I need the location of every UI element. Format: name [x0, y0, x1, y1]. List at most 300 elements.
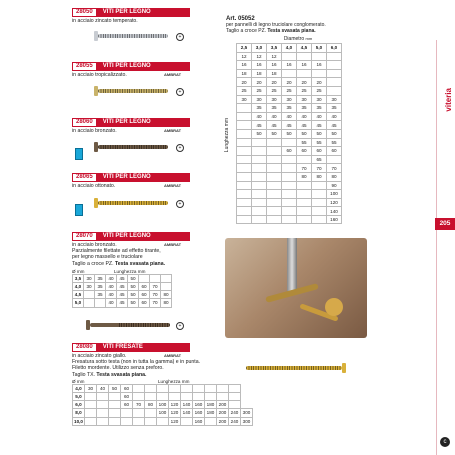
table-row — [237, 147, 342, 156]
table-cell: 50 — [128, 299, 139, 307]
table-cell — [109, 393, 121, 401]
table-cell: 16 — [312, 61, 327, 70]
product-28065 — [72, 173, 190, 207]
table-cell — [161, 283, 172, 291]
screw-image — [98, 89, 168, 93]
table-cell — [282, 207, 297, 216]
table-cell — [133, 393, 145, 401]
table-cell: 30 — [237, 95, 252, 104]
table-cell: 35 — [95, 291, 106, 299]
table-cell: 20 — [252, 78, 267, 87]
product-code: 28050 — [72, 8, 97, 17]
table-cell — [282, 52, 297, 61]
table-row — [237, 181, 342, 190]
table-row — [73, 401, 253, 409]
table-cell: 40 — [106, 283, 117, 291]
product-header — [72, 62, 190, 71]
table-cell — [121, 409, 133, 417]
table-cell: 60 — [282, 147, 297, 156]
table-cell — [121, 417, 133, 425]
table-cell — [237, 207, 252, 216]
desc-line: Fresatura sotto testa (non in tutta la gamma) e in punta. — [72, 359, 201, 366]
table-cell — [84, 291, 95, 299]
table-cell — [252, 198, 267, 207]
table-cell — [205, 417, 217, 425]
length-unit: mm — [224, 118, 230, 127]
table-cell — [157, 417, 169, 425]
product-header — [72, 173, 190, 182]
product-title: VITI PER LEGNO — [102, 63, 151, 69]
product-description: in acciaio ottonato. — [72, 183, 116, 189]
table-cell — [217, 393, 229, 401]
table-row — [73, 393, 253, 401]
table-row — [237, 95, 342, 104]
table-row — [73, 409, 253, 417]
table-cell: 80 — [161, 299, 172, 307]
table-cell: 45 — [117, 274, 128, 282]
table-cell: 55 — [327, 138, 342, 147]
table-cell — [169, 393, 181, 401]
table-cell: 5,0 — [73, 393, 85, 401]
table-cell: 50 — [327, 129, 342, 138]
table-cell — [193, 384, 205, 392]
corner-logo-icon: c — [440, 437, 450, 447]
table-cell — [282, 215, 297, 224]
table-cell — [297, 198, 312, 207]
table-cell — [85, 409, 97, 417]
table-cell: 60 — [121, 384, 133, 392]
table-cell — [267, 155, 282, 164]
table-cell: 35 — [327, 104, 342, 113]
product-title: VITI PER LEGNO — [102, 174, 151, 180]
table-cell: 50 — [267, 129, 282, 138]
table-cell: 40 — [267, 112, 282, 121]
table-cell: 80 — [161, 291, 172, 299]
diameter-title: Diametro — [283, 36, 305, 42]
table-cell — [282, 172, 297, 181]
table-cell: 25 — [237, 86, 252, 95]
table-cell: 180 — [205, 401, 217, 409]
table-cell: 4,0 — [73, 283, 84, 291]
table-cell: 80 — [327, 172, 342, 181]
cross-head-icon: + — [176, 88, 184, 96]
table-cell — [282, 69, 297, 78]
table-cell: 60 — [139, 299, 150, 307]
table-cell — [97, 417, 109, 425]
table-cell — [252, 155, 267, 164]
brand-logo: AMBRAT — [164, 242, 182, 247]
table-cell: 18 — [252, 69, 267, 78]
table-cell — [85, 417, 97, 425]
table-cell — [297, 52, 312, 61]
table-cell — [229, 393, 241, 401]
table-cell — [237, 198, 252, 207]
table-cell: 25 — [297, 86, 312, 95]
table-cell — [327, 155, 342, 164]
table-cell — [282, 198, 297, 207]
table-cell: 30 — [84, 283, 95, 291]
table-cell: 25 — [267, 86, 282, 95]
table-cell — [145, 384, 157, 392]
product-title: VITI PER LEGNO — [102, 233, 151, 239]
table-cell — [312, 181, 327, 190]
table-cell — [237, 147, 252, 156]
table-cell: 30 — [85, 384, 97, 392]
table-cell: 100 — [157, 409, 169, 417]
table-header-cell: 4,5 — [297, 44, 312, 53]
table-cell — [150, 274, 161, 282]
table-cell: 25 — [312, 86, 327, 95]
table-cell: 45 — [327, 121, 342, 130]
table-cell: 60 — [327, 147, 342, 156]
table-cell — [267, 198, 282, 207]
package-icon — [75, 204, 83, 216]
table-cell: 100 — [327, 190, 342, 199]
table-header-cell: 4,0 — [282, 44, 297, 53]
table-cell: 120 — [327, 198, 342, 207]
table-header-row — [237, 44, 342, 53]
table-cell: 10,0 — [74, 418, 83, 424]
table-cell: 200 — [217, 401, 229, 409]
table-cell: 70 — [327, 164, 342, 173]
table-cell — [252, 147, 267, 156]
table-cell: 70 — [150, 299, 161, 307]
product-header — [72, 118, 190, 127]
table-row — [73, 417, 253, 425]
product-header — [72, 343, 190, 352]
table-cell: 50 — [282, 129, 297, 138]
desc-line: per legno massello e truciolare — [72, 254, 143, 261]
table-cell — [327, 78, 342, 87]
table-cell — [252, 138, 267, 147]
table-cell — [237, 104, 252, 113]
table-cell — [109, 401, 121, 409]
package-icon — [75, 148, 83, 160]
table-row — [73, 274, 172, 282]
table-cell: 40 — [327, 112, 342, 121]
art-05052-block — [226, 16, 360, 224]
table-cell: 35 — [252, 104, 267, 113]
table-cell: 8,0 — [73, 409, 85, 417]
table-cell — [252, 172, 267, 181]
product-28080 — [72, 343, 302, 426]
table-row — [237, 78, 342, 87]
length-label: Lunghezza mm — [114, 268, 146, 274]
table-cell — [237, 138, 252, 147]
table-cell: 45 — [252, 121, 267, 130]
desc-line: Filetto mordente. Utilizzo senza preforo. — [72, 365, 164, 372]
table-cell — [282, 190, 297, 199]
product-title: VITI FRESATE — [102, 344, 143, 350]
table-header-cell: 3,5 — [267, 44, 282, 53]
table-row — [237, 155, 342, 164]
table-cell — [193, 393, 205, 401]
table-cell: 40 — [297, 112, 312, 121]
screw-image — [98, 34, 168, 38]
table-cell: 20 — [282, 78, 297, 87]
page-number-badge — [435, 218, 455, 230]
table-cell: 60 — [121, 401, 133, 409]
table-cell — [133, 417, 145, 425]
table-cell: 30 — [267, 95, 282, 104]
table-cell — [181, 384, 193, 392]
table-row — [73, 299, 172, 307]
table-cell: 50 — [128, 283, 139, 291]
table-cell — [95, 299, 106, 307]
table-cell: 60 — [139, 283, 150, 291]
screw-head — [342, 363, 346, 373]
desc-plain: Taglio a croce PZ. — [72, 260, 115, 267]
table-cell: 12 — [237, 52, 252, 61]
table-cell: 90 — [327, 181, 342, 190]
table-cell — [312, 198, 327, 207]
diameter-label: Ø mm — [72, 378, 85, 384]
table-cell: 240 — [229, 409, 241, 417]
desc-plain: Taglio TX. — [72, 371, 97, 378]
table-cell — [139, 274, 150, 282]
table-row — [237, 52, 342, 61]
table-cell: 120 — [169, 417, 181, 425]
table-cell — [297, 69, 312, 78]
table-cell — [282, 155, 297, 164]
table-cell: 3,5 — [73, 274, 84, 282]
table-cell — [252, 215, 267, 224]
table-cell: 60 — [121, 393, 133, 401]
table-cell: 20 — [267, 78, 282, 87]
table-cell: 4,0 — [73, 384, 85, 392]
product-title: VITI PER LEGNO — [102, 9, 151, 15]
table-cell: 50 — [128, 274, 139, 282]
table-cell — [267, 215, 282, 224]
table-cell: 30 — [327, 95, 342, 104]
product-28050 — [72, 8, 190, 40]
table-cell: 30 — [252, 95, 267, 104]
table-cell — [237, 121, 252, 130]
table-header-cell: 2,5 — [237, 44, 252, 53]
table-cell: 70 — [297, 164, 312, 173]
table-cell: 60 — [297, 147, 312, 156]
product-code: 28080 — [72, 343, 97, 352]
diameter-label — [236, 36, 360, 42]
length-title: Lunghezza — [224, 127, 230, 153]
table-cell — [327, 86, 342, 95]
table-cell — [84, 299, 95, 307]
product-header — [72, 232, 190, 241]
table-cell: 80 — [297, 172, 312, 181]
table-row — [237, 172, 342, 181]
product-description: in acciaio zincato temperato. — [72, 18, 138, 24]
table-cell: 160 — [193, 417, 205, 425]
screw-image — [246, 366, 342, 370]
desc-line: in acciaio zincato giallo. — [72, 353, 127, 359]
table-cell — [267, 190, 282, 199]
p28080-table — [72, 384, 253, 426]
page-number: 205 — [439, 220, 451, 227]
table-cell: 200 — [217, 417, 229, 425]
table-cell: 60 — [312, 147, 327, 156]
art-desc-line1: per pannelli di legno truciolare conglomerato. — [226, 22, 326, 28]
table-cell — [85, 401, 97, 409]
table-cell — [312, 52, 327, 61]
table-cell: 50 — [297, 129, 312, 138]
table-row — [237, 104, 342, 113]
table-cell — [252, 164, 267, 173]
table-cell — [237, 215, 252, 224]
product-title: VITI PER LEGNO — [102, 119, 151, 125]
table-cell: 35 — [282, 104, 297, 113]
table-cell: 45 — [312, 121, 327, 130]
art-desc-plain: Taglio a croce PZ. — [226, 28, 268, 34]
product-28055 — [72, 62, 190, 95]
table-cell — [312, 190, 327, 199]
table-cell — [252, 207, 267, 216]
table-cell: 12 — [267, 52, 282, 61]
table-cell: 45 — [117, 299, 128, 307]
desc-line — [72, 372, 302, 378]
table-cell: 4,5 — [73, 291, 84, 299]
table-cell: 180 — [205, 409, 217, 417]
p28070-table — [72, 274, 172, 308]
table-row — [237, 86, 342, 95]
product-28060 — [72, 118, 190, 151]
table-cell: 18 — [267, 69, 282, 78]
table-cell — [181, 417, 193, 425]
table-cell: 50 — [312, 129, 327, 138]
table-row — [237, 190, 342, 199]
table-cell — [97, 401, 109, 409]
table-cell: 100 — [157, 401, 169, 409]
table-cell — [267, 181, 282, 190]
table-row — [73, 283, 172, 291]
table-row — [237, 112, 342, 121]
table-cell — [282, 164, 297, 173]
table-cell — [297, 215, 312, 224]
table-cell: 40 — [252, 112, 267, 121]
table-cell: 300 — [241, 409, 253, 417]
table-cell: 120 — [169, 401, 181, 409]
table-cell: 45 — [117, 291, 128, 299]
table-cell — [312, 69, 327, 78]
table-row — [237, 164, 342, 173]
table-row — [237, 121, 342, 130]
table-cell: 55 — [312, 138, 327, 147]
table-cell: 240 — [229, 417, 241, 425]
table-cell: 45 — [267, 121, 282, 130]
table-cell: 30 — [297, 95, 312, 104]
product-code: 28055 — [72, 62, 97, 71]
table-cell: 40 — [282, 112, 297, 121]
cross-head-icon: + — [176, 322, 184, 330]
table-cell — [145, 393, 157, 401]
table-row — [73, 291, 172, 299]
table-cell: 160 — [327, 215, 342, 224]
table-cell — [217, 384, 229, 392]
table-cell: 70 — [150, 291, 161, 299]
cross-head-icon: + — [176, 200, 184, 208]
table-cell: 16 — [297, 61, 312, 70]
table-cell — [252, 181, 267, 190]
length-label: Lunghezza mm — [158, 378, 190, 384]
table-cell: 45 — [297, 121, 312, 130]
table-cell: 50 — [252, 129, 267, 138]
table-cell: 50 — [109, 384, 121, 392]
table-cell — [327, 52, 342, 61]
table-cell — [161, 274, 172, 282]
table-cell: 120 — [169, 409, 181, 417]
product-photo — [225, 238, 367, 338]
table-cell — [169, 384, 181, 392]
product-code: 28060 — [72, 118, 97, 127]
table-cell: 60 — [139, 291, 150, 299]
table-row — [237, 198, 342, 207]
table-cell — [133, 384, 145, 392]
table-cell: 40 — [106, 274, 117, 282]
table-cell — [267, 172, 282, 181]
table-cell — [282, 181, 297, 190]
table-cell: 70 — [133, 401, 145, 409]
table-cell — [157, 384, 169, 392]
art-code: Art. 05052 — [226, 16, 255, 22]
table-cell — [327, 61, 342, 70]
table-cell: 40 — [97, 384, 109, 392]
table-cell: 30 — [84, 274, 95, 282]
table-cell — [252, 190, 267, 199]
table-cell: 30 — [312, 95, 327, 104]
table-cell: 16 — [282, 61, 297, 70]
product-code: 28070 — [72, 232, 97, 241]
table-cell: 16 — [252, 61, 267, 70]
brand-logo: AMBRAT — [164, 353, 182, 358]
table-cell: 20 — [237, 78, 252, 87]
table-row — [237, 215, 342, 224]
table-cell: 45 — [117, 283, 128, 291]
table-cell — [237, 190, 252, 199]
table-row — [237, 61, 342, 70]
table-cell — [145, 417, 157, 425]
screw-image — [98, 145, 168, 149]
table-cell — [297, 207, 312, 216]
table-cell: 45 — [282, 121, 297, 130]
table-cell: 140 — [327, 207, 342, 216]
table-row — [237, 138, 342, 147]
table-cell — [297, 190, 312, 199]
table-cell: 25 — [282, 86, 297, 95]
table-cell: 70 — [150, 283, 161, 291]
art-desc-bold: Testa svasata piana. — [267, 28, 316, 34]
table-cell: 5,0 — [73, 299, 84, 307]
table-cell — [312, 215, 327, 224]
table-cell — [97, 393, 109, 401]
diameter-unit: mm — [305, 36, 313, 41]
table-cell: 55 — [297, 138, 312, 147]
table-header-cell: 3,0 — [252, 44, 267, 53]
table-cell: 6,0 — [73, 401, 85, 409]
table-cell: 70 — [312, 164, 327, 173]
category-label: viteria — [444, 88, 453, 112]
cross-head-icon: + — [176, 144, 184, 152]
screw-image — [98, 201, 168, 205]
table-cell — [85, 393, 97, 401]
table-header-cell: 5,0 — [312, 44, 327, 53]
table-cell: 18 — [237, 69, 252, 78]
table-cell: 300 — [241, 417, 253, 425]
length-axis-label — [224, 118, 230, 152]
table-cell: 35 — [95, 283, 106, 291]
table-cell — [181, 393, 193, 401]
screw-image — [90, 323, 170, 327]
table-cell — [97, 409, 109, 417]
table-cell: 80 — [312, 172, 327, 181]
